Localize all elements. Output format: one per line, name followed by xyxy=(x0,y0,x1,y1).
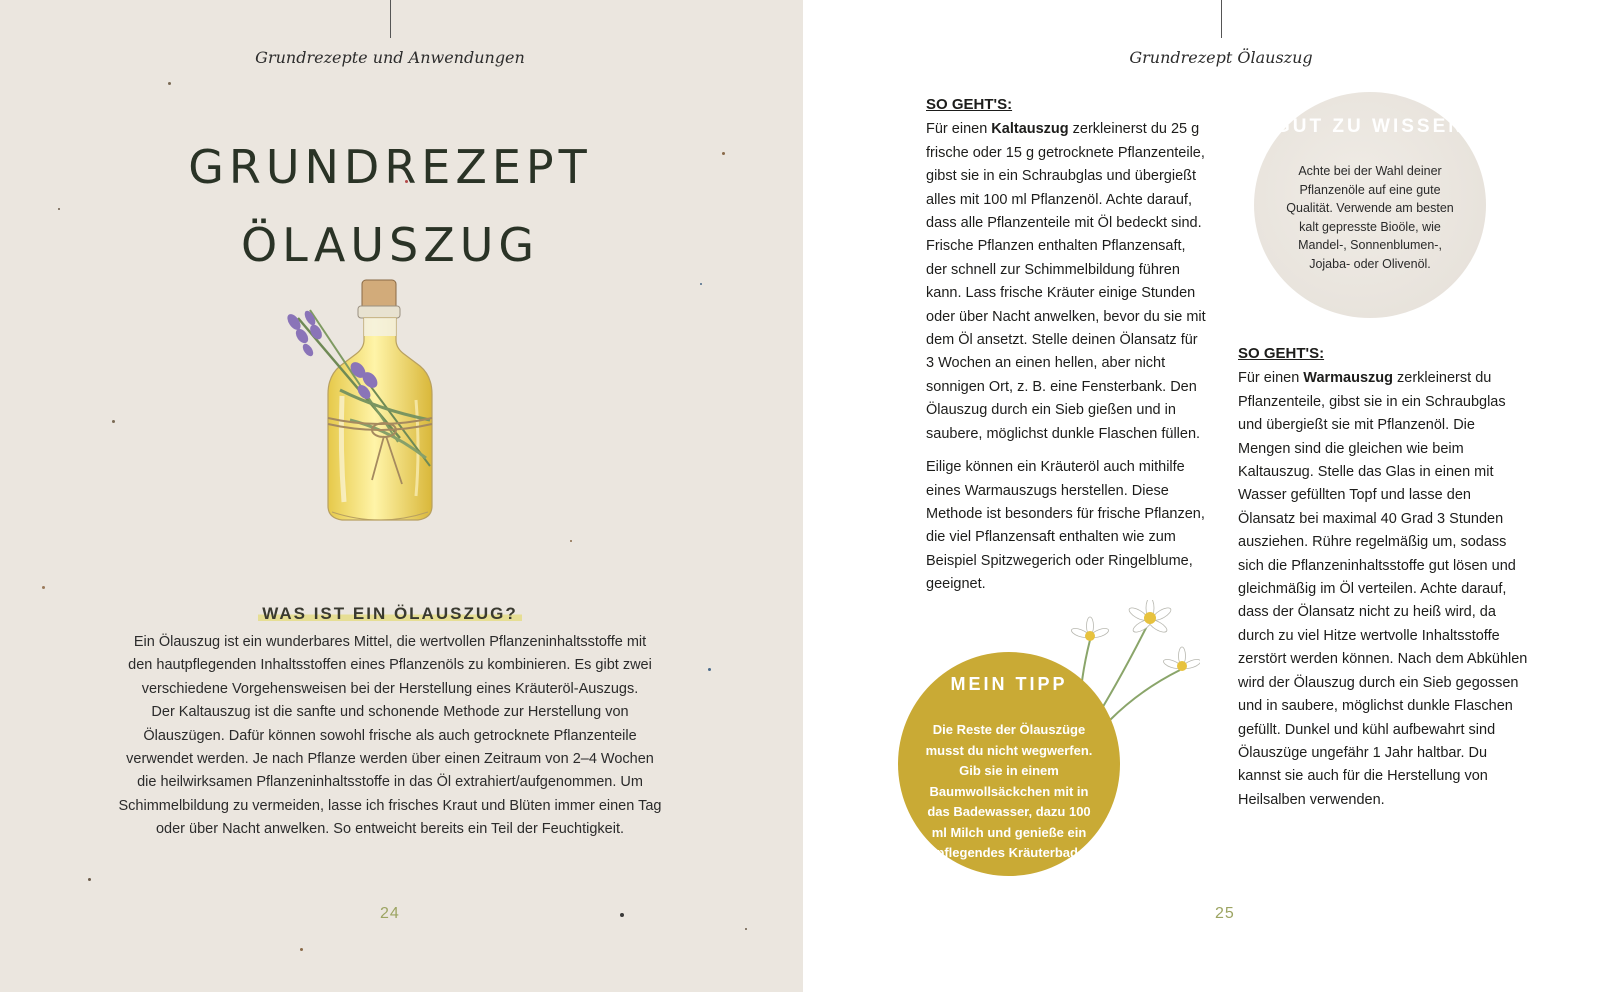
badge-title: GUT ZU WISSEN xyxy=(1275,116,1465,137)
intro-line: oder über Nacht anwelken. So entweicht bereits ein Teil der Feuchtigkeit. xyxy=(155,821,625,838)
tip-title: MEIN TIPP xyxy=(950,674,1068,694)
intro-line: verwendet werden. Je nach Pflanze werden über einen Zeitraum von 2–4 Wochen xyxy=(126,751,654,768)
paper-speck xyxy=(88,878,91,881)
title-line-1: GRUNDREZEPT xyxy=(188,140,592,194)
bold-term: Warmauszug xyxy=(1303,370,1393,387)
tip-text: Die Reste der Ölauszüge musst du nicht wegwerfen. Gib sie in einem Baumwollsäckchen mit in das Badewasser, dazu 100 ml Milch und genieße ein pflegendes Kräuterbad. xyxy=(925,722,1093,860)
paper-speck xyxy=(722,152,725,155)
intro-line: Der Kaltauszug ist die sanfte und schonende Methode zur Herstellung von xyxy=(151,704,629,721)
my-tip-circle xyxy=(898,652,1120,876)
bold-term: Kaltauszug xyxy=(991,121,1069,138)
title-line-2: ÖLAUSZUG xyxy=(240,218,540,272)
column-subhead: SO GEHT'S: xyxy=(926,96,1013,113)
paper-speck xyxy=(58,208,60,210)
text-run: zerkleinerst du Pflanzenteile, gibst sie in ein Schraubglas und übergießt sie mit Pflanzenöl. Die Mengen sind die gleichen wie beim Kaltauszug. Stelle das Glas in einen mit Wasser gefüllten Topf und lasse den Ölansatz bei maximal 40 Grad 3 Stunden ausziehen. Rühre regelmäßig um, sodass sich die Pflanzeninhaltsstoffe gut lösen und gleichmäßig im Öl verteilen. Achte darauf, dass der Ölansatz nicht zu heiß wird, da durch zu viel Hitze wertvolle Inhaltsstoffe zerstört werden können. Nach dem Abkühlen wird der Ölauszug durch ein Sieb gegossen und in saubere, möglichst dunkle Flaschen gefüllt. Dunkel und kühl aufbewahrt sind Ölauszüge ungefähr 1 Jahr haltbar. Du kannst sie auch für die Herstellung von Heilsalben verwenden. xyxy=(1238,370,1528,808)
header-rule xyxy=(1221,0,1222,38)
paper-speck xyxy=(168,82,171,85)
intro-line: Ein Ölauszug ist ein wunderbares Mittel, die wertvollen Pflanzeninhaltsstoffe mit xyxy=(133,634,647,650)
header-rule xyxy=(390,0,391,38)
paper-speck xyxy=(42,586,45,589)
section-heading-text: WAS IST EIN ÖLAUSZUG? xyxy=(258,604,521,623)
running-head: Grundrezept Ölauszug xyxy=(1129,48,1313,67)
warmauszug-column xyxy=(1238,342,1528,822)
badge-text: Achte bei der Wahl deiner Pflanzenöle auf eine gute Qualität. Verwende am besten kalt gepresste Bioöle, wie Mandel-, Sonnenblumen-, Jojaba- oder Olivenöl. xyxy=(1286,164,1454,271)
paper-speck xyxy=(700,283,702,285)
column-subhead: SO GEHT'S: xyxy=(1238,345,1325,362)
page-title xyxy=(80,128,700,284)
paper-speck xyxy=(112,420,115,423)
lavender-oil-bottle-illustration xyxy=(280,270,480,535)
paper-speck xyxy=(620,913,624,917)
intro-line: Schimmelbildung zu vermeiden, lasse ich frisches Kraut und Blüten immer einen Tag xyxy=(118,797,662,814)
warmauszug-intro-paragraph: Eilige können ein Kräuteröl auch mithilfe eines Warmauszugs herstellen. Diese Methode ist besonders für frische Pflanzen, die viel Pflanzensaft enthalten wie zum Beispiel Spitzwegerich oder Ringelblume, geeignet. xyxy=(926,459,1205,593)
running-head: Grundrezepte und Anwendungen xyxy=(255,48,525,67)
intro-line: den hautpflegenden Inhaltsstoffen eines Pflanzenöls zu kombinieren. Es gibt zwei xyxy=(128,657,652,674)
warmauszug-paragraph xyxy=(1238,367,1528,812)
intro-paragraph xyxy=(90,631,690,842)
intro-line: Ölauszügen. Dafür können sowohl frische als auch getrocknete Pflanzenteile xyxy=(143,727,637,744)
section-heading xyxy=(80,604,700,624)
kaltauszug-paragraph xyxy=(926,118,1208,446)
paper-speck xyxy=(745,928,747,930)
good-to-know-badge xyxy=(1254,92,1486,318)
paper-speck xyxy=(708,668,711,671)
text-run: zerkleinerst du 25 g frische oder 15 g getrocknete Pflanzenteile, gibst sie in ein Schraubglas und übergießt alles mit 100 ml Pflanzenöl. Achte darauf, dass alle Pflanzenteile mit Öl bedeckt sind. Frische Pflanzen enthalten Pflanzensaft, der schnell zur Schimmelbildung führen kann. Lass frische Kräuter einige Stunden oder über Nacht anwelken, bevor du sie mit dem Öl ansetzt. Stelle deinen Ölansatz für 3 Wochen an einen hellen, aber nicht sonnigen Ort, z. B. eine Fensterbank. Den Ölauszug durch ein Sieb gießen und in saubere, möglichst dunkle Flaschen füllen. xyxy=(926,121,1206,442)
paper-speck xyxy=(300,948,303,951)
paper-speck xyxy=(570,540,572,542)
intro-line: die heilwirksamen Pflanzeninhaltsstoffe in das Öl extrahiert/aufgenommen. Um xyxy=(137,774,643,791)
intro-line: verschiedene Vorgehensweisen bei der Herstellung eines Kräuteröl-Auszugs. xyxy=(141,680,639,697)
text-run: Für einen xyxy=(926,121,992,138)
kaltauszug-column xyxy=(926,93,1208,607)
text-run: Für einen xyxy=(1238,370,1304,387)
page-number-left: 24 xyxy=(380,905,400,922)
page-number-right: 25 xyxy=(1215,905,1235,922)
